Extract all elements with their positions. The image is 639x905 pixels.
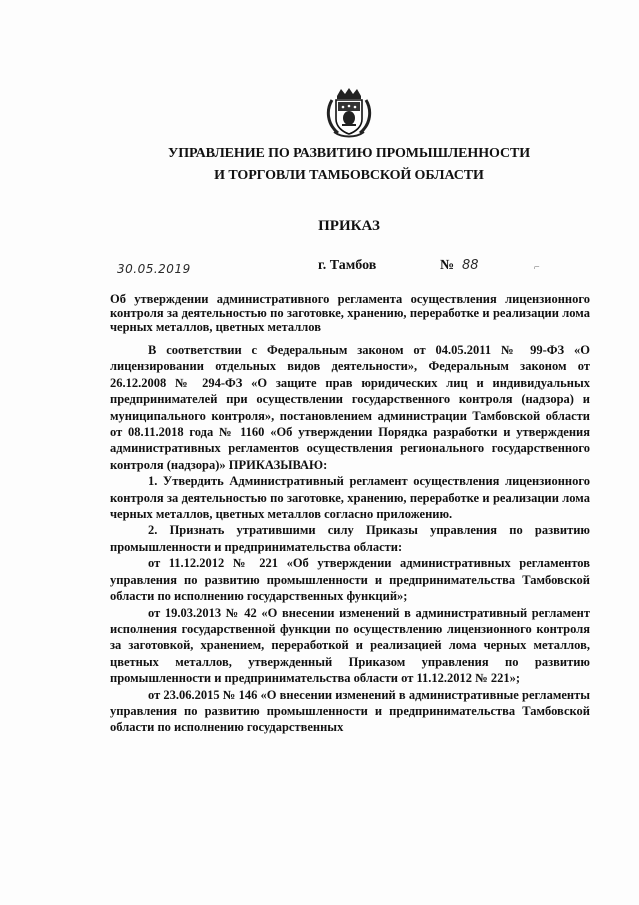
document-city: г. Тамбов <box>318 258 377 273</box>
order-item-2-entry-c: от 23.06.2015 № 146 «О внесении изменений в административные регламенты управления по развитию промышленности и предпринимательства Тамбовской области по исполнению государственных <box>110 687 590 735</box>
document-date: 30.05.2019 <box>117 262 191 276</box>
organization-name-line1: УПРАВЛЕНИЕ ПО РАЗВИТИЮ ПРОМЫШЛЕННОСТИ <box>168 146 530 161</box>
order-item-2-entry-b: от 19.03.2013 № 42 «О внесении изменений в административный регламент исполнения государственной функции по осуществлению лицензионного контроля за заготовкой, хранением, переработкой и реализацией лома черных металлов, цветных металлов, утвержденный Приказом управления по развитию промышленности и предпринимательства области от 11.12.2012 № 221»; <box>110 605 590 686</box>
document-body <box>110 342 590 736</box>
document-subject: Об утверждении административного регламента осуществления лицензионного контроля за деятельностью по заготовке, хранению, переработке и реализации лома черных металлов, цветных металлов <box>110 292 590 334</box>
document-number-label: № <box>440 258 455 273</box>
document-number: 88 <box>462 258 479 273</box>
order-item-2: 2. Признать утратившими силу Приказы управления по развитию промышленности и предпринимательства области: <box>110 523 590 554</box>
coat-of-arms-icon <box>324 86 374 138</box>
margin-mark: ⌐ <box>534 262 540 273</box>
order-item-2-entry-a: от 11.12.2012 № 221 «Об утверждении административных регламентов управления по развитию промышленности и предпринимательства Тамбовской области по исполнению государственных функций»; <box>110 556 590 604</box>
order-item-1: 1. Утвердить Административный регламент осуществления лицензионного контроля за деятельностью по заготовке, хранению, переработке и реализации лома черных металлов, цветных металлов согласно приложению. <box>110 474 590 522</box>
document-type-title: ПРИКАЗ <box>318 218 380 234</box>
organization-name-line2: И ТОРГОВЛИ ТАМБОВСКОЙ ОБЛАСТИ <box>214 168 484 183</box>
preamble-paragraph: В соответствии с Федеральным законом от 04.05.2011 № 99-ФЗ «О лицензировании отдельных видов деятельности», Федеральным законом от 26.12.2008 № 294-ФЗ «О защите прав юридических лиц и индивидуальных предпринимателей при осуществлении государственного контроля (надзора) и муниципального контроля», постановлением администрации Тамбовской области от 08.11.2018 года № 1160 «Об утверждении Порядка разработки и утверждения административных регламентов осуществления регионального государственного контроля (надзора)» ПРИКАЗЫВАЮ: <box>110 343 590 472</box>
